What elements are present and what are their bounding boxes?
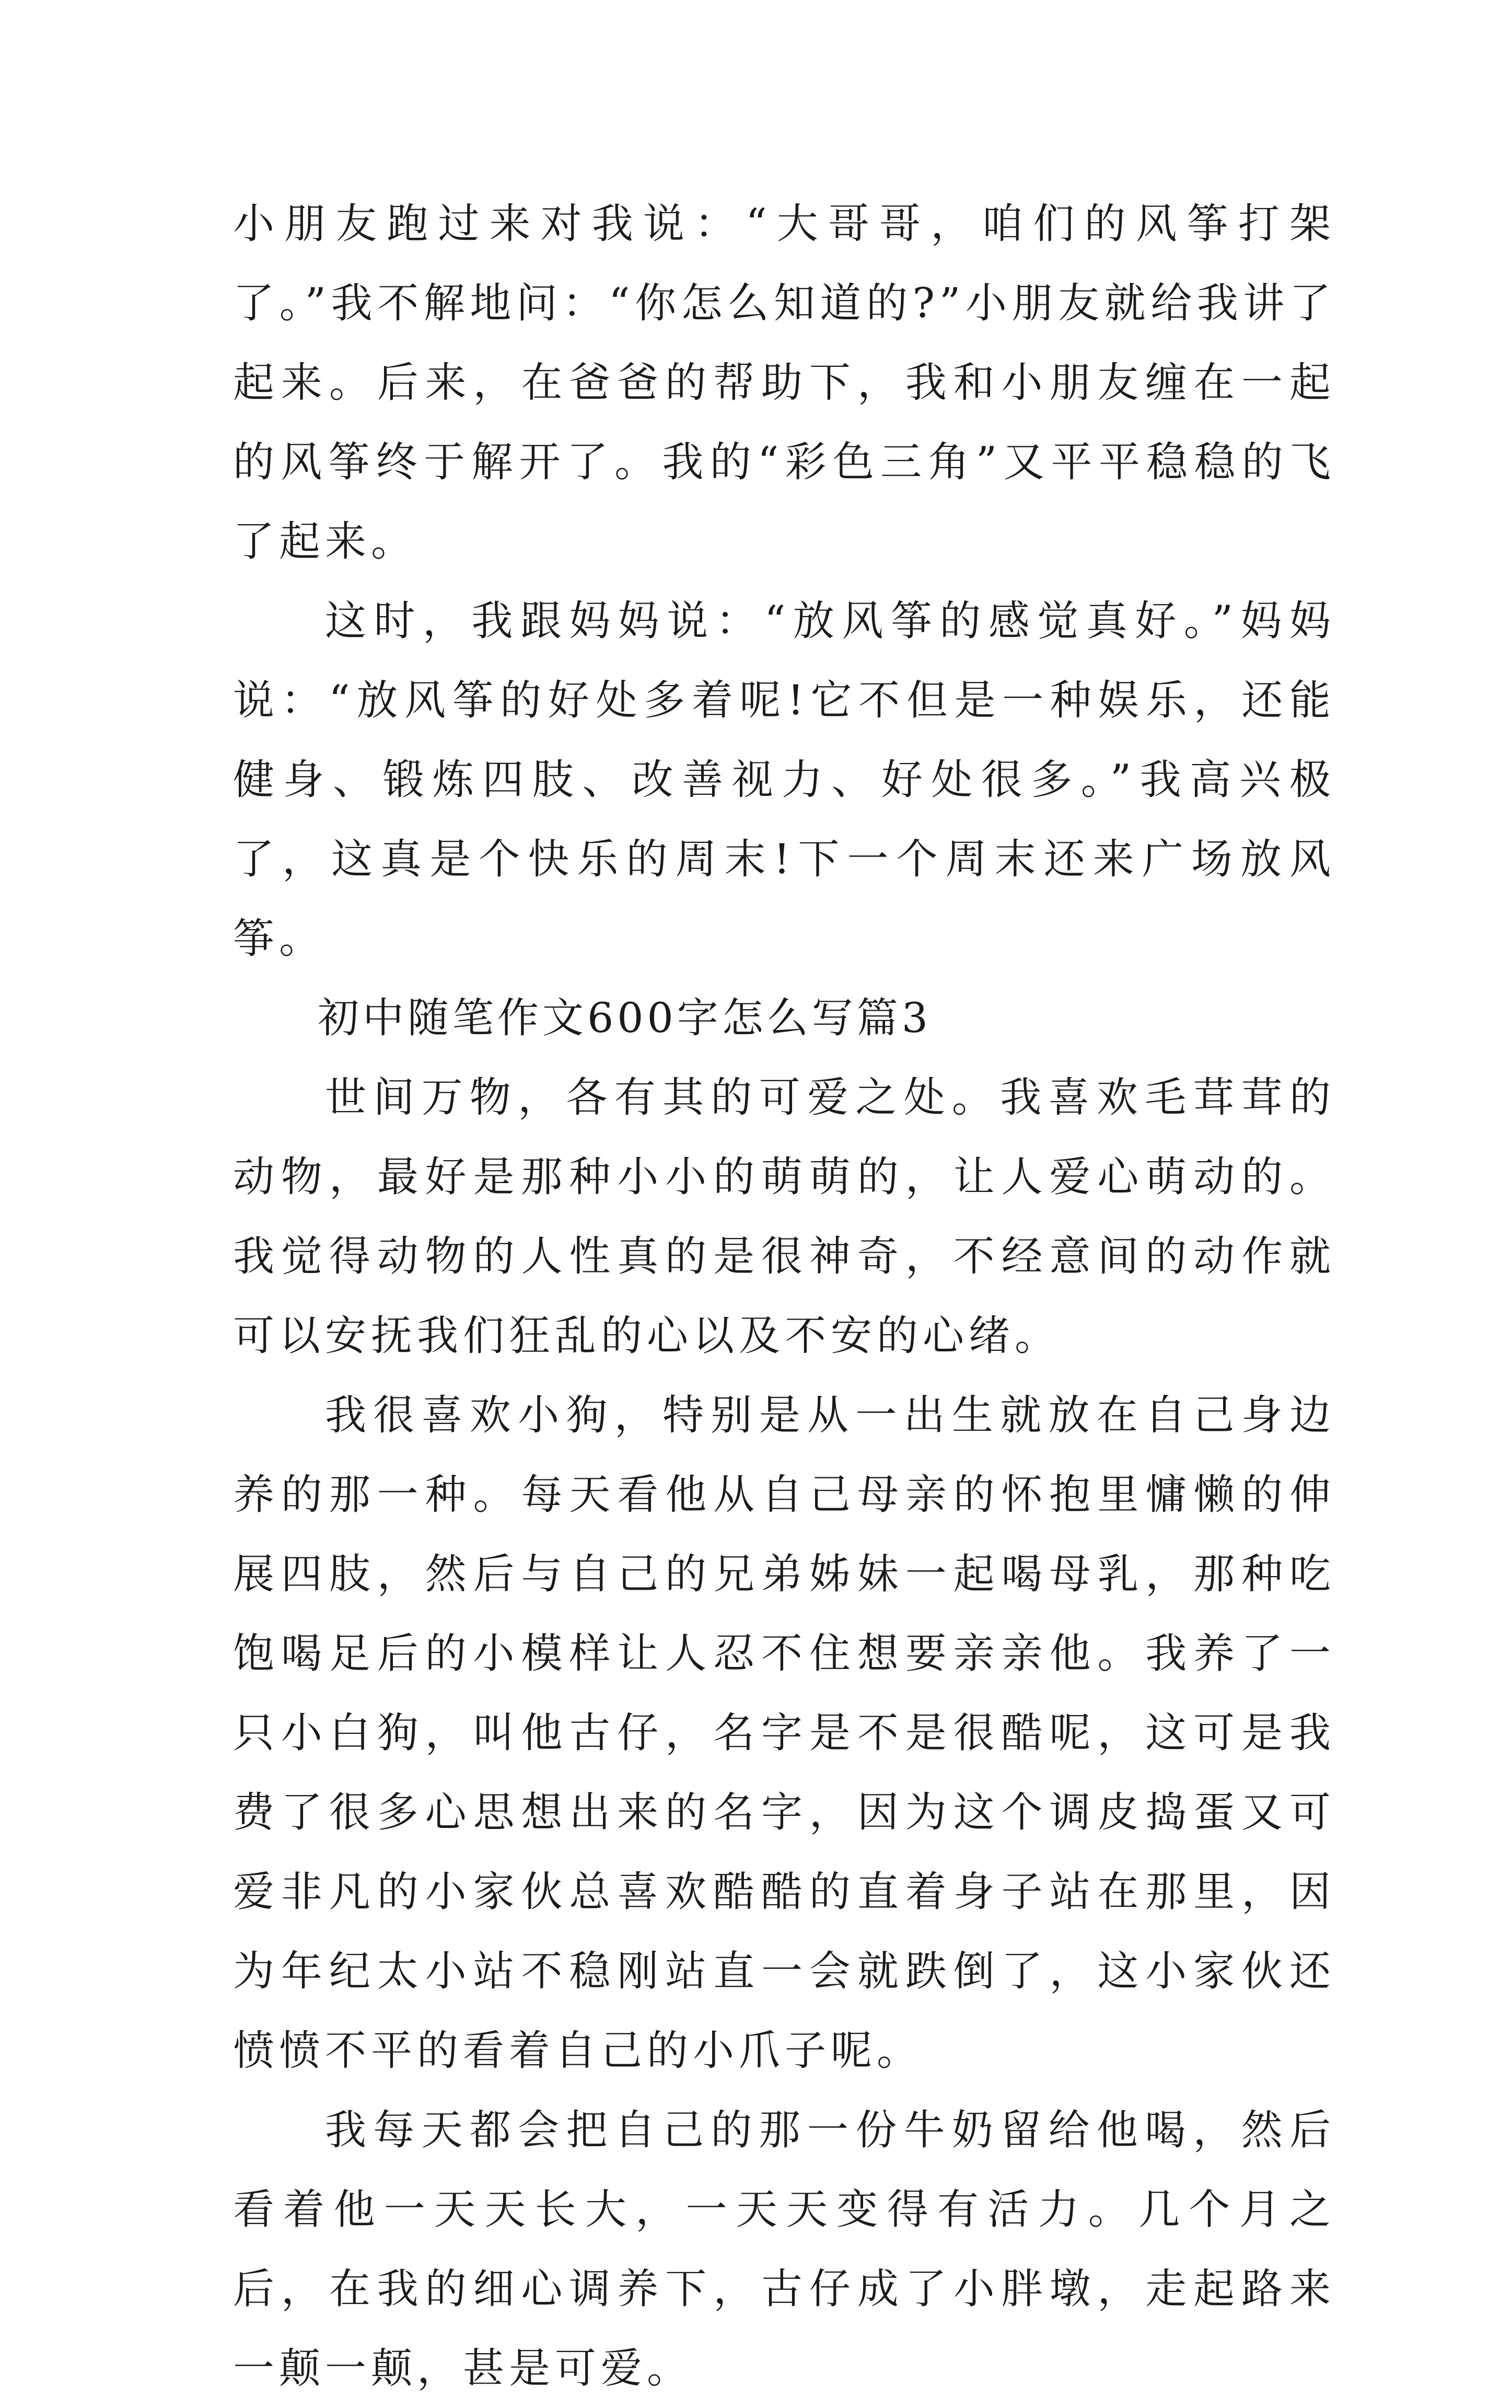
paragraph-cute-animals: 世间万物，各有其的可爱之处。我喜欢毛茸茸的动物，最好是那种小小的萌萌的，让人爱心萌动的。我觉得动物的人性真的是很神奇，不经意间的动作就可以安抚我们狂乱的心以及不安的心绪。 bbox=[233, 1073, 1335, 1360]
paragraph-kite-fight: 小朋友跑过来对我说：“大哥哥，咱们的风筝打架了。”我不解地问：“你怎么知道的?”小朋友就给我讲了起来。后来，在爸爸的帮助下，我和小朋友缠在一起的风筝终于解开了。我的“彩色三角”又平平稳稳的飞了起来。 bbox=[233, 200, 1335, 565]
paragraph-puppy: 我很喜欢小狗，特别是从一出生就放在自己身边养的那一种。每天看他从自己母亲的怀抱里慵懒的伸展四肢，然后与自己的兄弟姊妹一起喝母乳，那种吃饱喝足后的小模样让人忍不住想要亲亲他。我养了一只小白狗，叫他古仔，名字是不是很酷呢，这可是我费了很多心思想出来的名字，因为这个调皮捣蛋又可爱非凡的小家伙总喜欢酷酷的直着身子站在那里，因为年纪太小站不稳刚站直一会就跌倒了，这小家伙还愤愤不平的看着自己的小爪子呢。 bbox=[233, 1391, 1335, 2075]
paragraph-kite-benefits: 这时，我跟妈妈说：“放风筝的感觉真好。”妈妈说：“放风筝的好处多着呢!它不但是一种娱乐，还能健身、锻炼四肢、改善视力、好处很多。”我高兴极了，这真是个快乐的周末!下一个周末还来广场放风筝。 bbox=[233, 597, 1335, 963]
document-body bbox=[233, 184, 1335, 2408]
paragraph-milk: 我每天都会把自己的那一份牛奶留给他喝，然后看着他一天天长大，一天天变得有活力。几个月之后，在我的细心调养下，古仔成了小胖墩，走起路来一颠一颠，甚是可爱。 bbox=[233, 2106, 1335, 2392]
section-heading: 初中随笔作文600字怎么写篇3 bbox=[318, 994, 932, 1042]
